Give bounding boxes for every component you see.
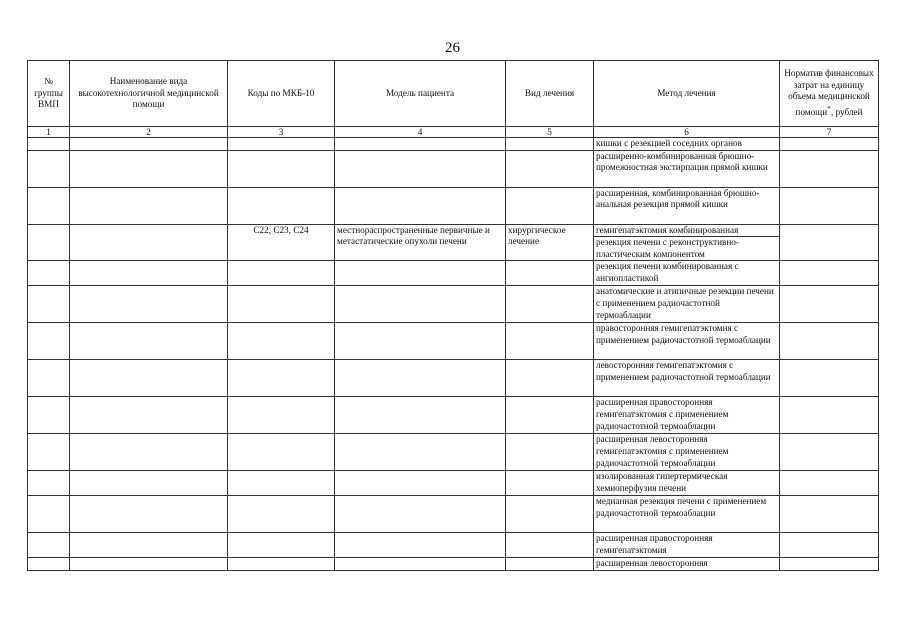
treatment-type-cell: хирургическое лечение: [506, 224, 594, 261]
column-number: 2: [70, 127, 228, 138]
footnote-mark: *: [827, 104, 831, 114]
table-row: [28, 471, 879, 496]
method-cell: расширенная правосторонняя гемигепатэктомия: [594, 533, 780, 558]
header-method: Метод лечения: [594, 61, 780, 127]
method-cell: расширенная левосторонняя гемигепатэктомия с применением радиочастотной термоаблации: [594, 434, 780, 471]
table-row: [28, 224, 879, 261]
header-name: Наименование вида высокотехнологичной медицинской помощи: [70, 61, 228, 127]
table-row: [28, 397, 879, 434]
method-cell: анатомические и атипичные резекции печени с применением радиочастотной термоаблации: [594, 286, 780, 323]
method-cell: изолированная гипертермическая хемиоперфузия печени: [594, 471, 780, 496]
header-norm-main: Норматив финансовых затрат на единицу объема медицинской помощи: [784, 68, 874, 118]
header-norm: [780, 61, 879, 127]
table-row: [28, 360, 879, 397]
method-line: резекция печени с реконструктивно-пластическим компонентом: [596, 237, 739, 259]
table-row: [28, 558, 879, 571]
column-number-row: [28, 127, 879, 138]
method-cell: расширенная правосторонняя гемигепатэктомия с применением радиочастотной термоаблации: [594, 397, 780, 434]
method-line: гемигепатэктомия комбинированная: [594, 225, 779, 238]
method-cell: кишки с резекцией соседних органов: [594, 138, 780, 151]
method-cell: расширенно-комбинированная брюшно-промежностная экстирпация прямой кишки: [594, 150, 780, 187]
column-number: 7: [780, 127, 879, 138]
method-cell: расширенная левосторонняя: [594, 558, 780, 571]
table-row: [28, 533, 879, 558]
column-number: 1: [28, 127, 70, 138]
method-cell: [594, 224, 780, 261]
table-row: [28, 138, 879, 151]
column-number: 3: [228, 127, 335, 138]
method-cell: правосторонняя гемигепатэктомия с применением радиочастотной термоаблации: [594, 323, 780, 360]
table-row: [28, 496, 879, 533]
header-treatment: Вид лечения: [506, 61, 594, 127]
column-number: 6: [594, 127, 780, 138]
table-row: [28, 323, 879, 360]
method-cell: медианная резекция печени с применением радиочастотной термоаблации: [594, 496, 780, 533]
column-number: 4: [335, 127, 506, 138]
column-number: 5: [506, 127, 594, 138]
icd-codes-cell: С22, С23, С24: [228, 224, 335, 261]
method-cell: резекция печени комбинированная с ангиопластикой: [594, 261, 780, 286]
table-row: [28, 434, 879, 471]
page-number: 26: [445, 40, 460, 56]
table-row: [28, 261, 879, 286]
table-row: [28, 286, 879, 323]
table-row: [28, 187, 879, 224]
method-cell: левосторонняя гемигепатэктомия с применением радиочастотной термоаблации: [594, 360, 780, 397]
patient-model-cell: местнораспространенные первичные и метастатические опухоли печени: [335, 224, 506, 261]
table-row: [28, 150, 879, 187]
header-codes: Коды по МКБ-10: [228, 61, 335, 127]
header-group: № группы ВМП: [28, 61, 70, 127]
table-header-row: [28, 61, 879, 127]
vmp-table: [27, 60, 879, 571]
header-model: Модель пациента: [335, 61, 506, 127]
header-norm-suffix: , рублей: [830, 107, 863, 118]
method-cell: расширенная, комбинированная брюшно-анальная резекция прямой кишки: [594, 187, 780, 224]
